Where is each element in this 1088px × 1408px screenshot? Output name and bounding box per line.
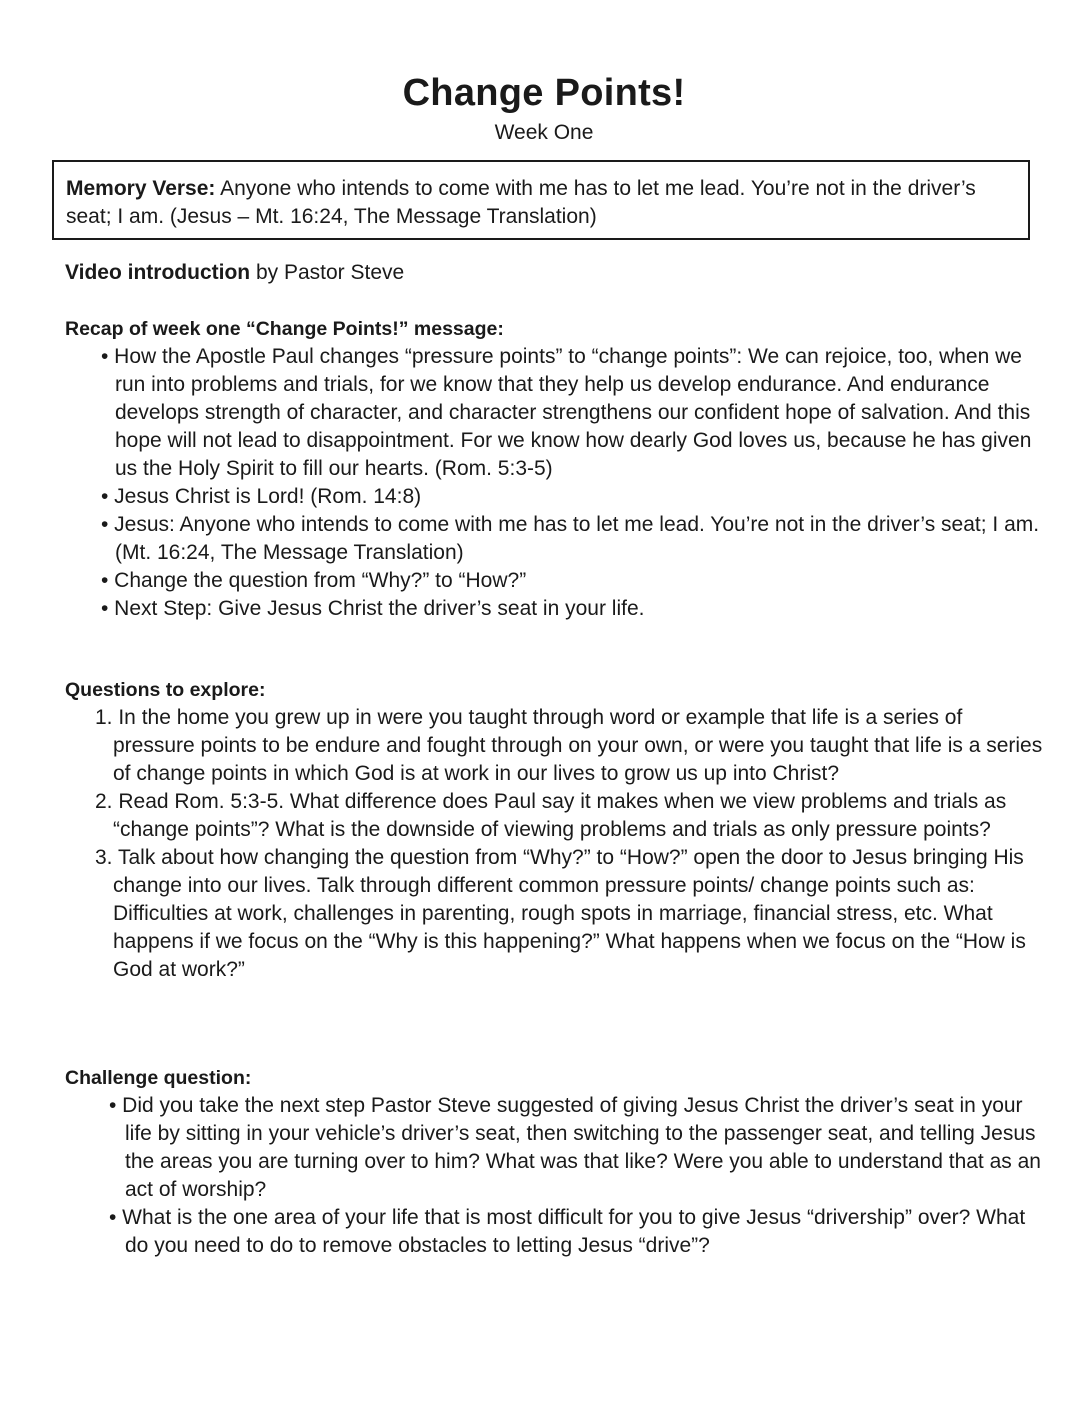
recap-heading: Recap of week one “Change Points!” message:: [65, 318, 504, 340]
challenge-item: • What is the one area of your life that is most difficult for you to give Jesus “drivership” over? What do you need to do to remove obstacles to letting Jesus “drive”?: [109, 1206, 1026, 1257]
recap-item: • Jesus: Anyone who intends to come with me has to let me lead. You’re not in the driver’s seat; I am. (Mt. 16:24, The Message Translation): [101, 513, 1040, 564]
questions-section: [65, 676, 1045, 984]
memory-verse-box: [52, 160, 1030, 240]
recap-item: • How the Apostle Paul changes “pressure points” to “change points”: We can rejoice, too, when we run into problems and trials, for we know that they help us develop endurance. And endurance develops strength of character, and character strengthens our confident hope of salvation. And this hope will not lead to disappointment. For we know how dearly God loves us, because he has given us the Holy Spirit to fill our hearts. (Rom. 5:3-5): [101, 345, 1032, 480]
question-item: 1. In the home you grew up in were you taught through word or example that life is a series of pressure points to be endure and fought through on your own, or were you taught that life is a series of change points in which God is at work in our lives to grow us up into Christ?: [95, 706, 1043, 785]
challenge-item: • Did you take the next step Pastor Steve suggested of giving Jesus Christ the driver’s seat in your life by sitting in your vehicle’s driver’s seat, then switching to the passenger seat, and telling Jesus the areas you are turning over to him? What was that like? Were you able to understand that as an act of worship?: [109, 1094, 1041, 1201]
questions-heading: Questions to explore:: [65, 679, 266, 701]
video-introduction-label: Video introduction: [65, 261, 251, 284]
question-item: 3. Talk about how changing the question from “Why?” to “How?” open the door to Jesus bringing His change into our lives. Talk through different common pressure points/ change points such as: Difficulties at work, challenges in parenting, rough spots in marriage, financial stress, etc. What happens if we focus on the “Why is this happening?” What happens when we focus on the “How is God at work?”: [95, 846, 1026, 981]
challenge-heading: Challenge question:: [65, 1067, 252, 1089]
recap-item: • Change the question from “Why?” to “How?”: [101, 569, 527, 592]
page-subtitle: Week One: [494, 121, 594, 144]
video-introduction-text: by Pastor Steve: [250, 261, 405, 284]
memory-verse-text: Anyone who intends to come with me has to let me lead. You’re not in the driver’s seat; I am. (Jesus – Mt. 16:24, The Message Translation): [66, 177, 976, 228]
memory-verse-label: Memory Verse:: [66, 177, 216, 200]
recap-item: • Next Step: Give Jesus Christ the driver’s seat in your life.: [101, 597, 645, 620]
recap-item: • Jesus Christ is Lord! (Rom. 14:8): [101, 485, 422, 508]
page-title: Change Points!: [402, 72, 686, 114]
recap-section: [65, 315, 1045, 623]
video-introduction: [65, 259, 1045, 287]
question-item: 2. Read Rom. 5:3-5. What difference does Paul say it makes when we view problems and trials as “change points”? What is the downside of viewing problems and trials as only pressure points?: [95, 790, 1007, 841]
challenge-section: [65, 1064, 1045, 1260]
